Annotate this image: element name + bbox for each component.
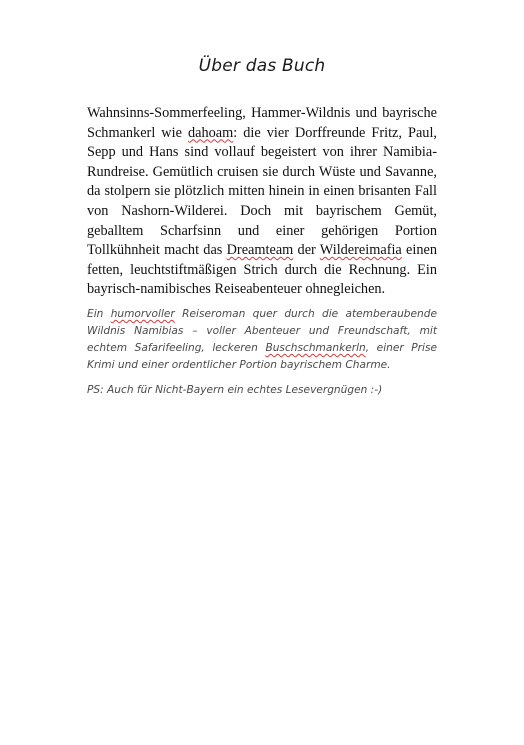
blurb-text: Ein <box>87 308 111 320</box>
spellcheck-word[interactable]: Dreamteam <box>226 242 294 259</box>
spellcheck-word[interactable]: Wildereimafia <box>319 242 402 259</box>
description-text: der <box>293 242 320 259</box>
spellcheck-word[interactable]: humorvoller <box>110 308 175 320</box>
description-text: Wahnsinns-Sommerfeeling, Hammer-Wildnis und bayrische Schmankerl wie <box>87 105 437 141</box>
spellcheck-word[interactable]: dahoam <box>187 124 234 141</box>
postscript: PS: Auch für Nicht-Bayern ein echtes Lesevergnügen :-) <box>87 384 383 396</box>
page-title: Über das Buch <box>198 56 326 76</box>
blurb-text: Reiseroman quer durch die atemberaubende Wildnis Namibias – voller Abenteuer und Freundschaft, mit echtem Safarifeeling, leckeren <box>87 308 438 354</box>
blurb-text: , einer Prise Krimi und einer ordentlicher Portion bayrischem Charme. <box>87 342 438 371</box>
book-description <box>87 104 437 300</box>
blurb-paragraph <box>87 306 437 374</box>
description-text: : die vier Dorffreunde Fritz, Paul, Sepp und Hans sind vollauf begeistert von ihrer Namibia-Rundreise. Gemütlich cruisen sie durch Wüste und Savanne, da stolpern sie plötzlich mitten hinein in einen brisanten Fall von Nashorn-Wilderei. Doch mit bayrischem Gemüt, geballtem Scharfsinn und einer gehörigen Portion Tollkühnheit macht das <box>87 124 437 259</box>
description-text: einen fetten, leuchtstiftmäßigen Strich durch die Rechnung. Ein bayrisch-namibisches Reiseabenteuer ohnegleichen. <box>87 242 437 298</box>
spellcheck-word[interactable]: Buschschmankerln <box>265 342 366 354</box>
